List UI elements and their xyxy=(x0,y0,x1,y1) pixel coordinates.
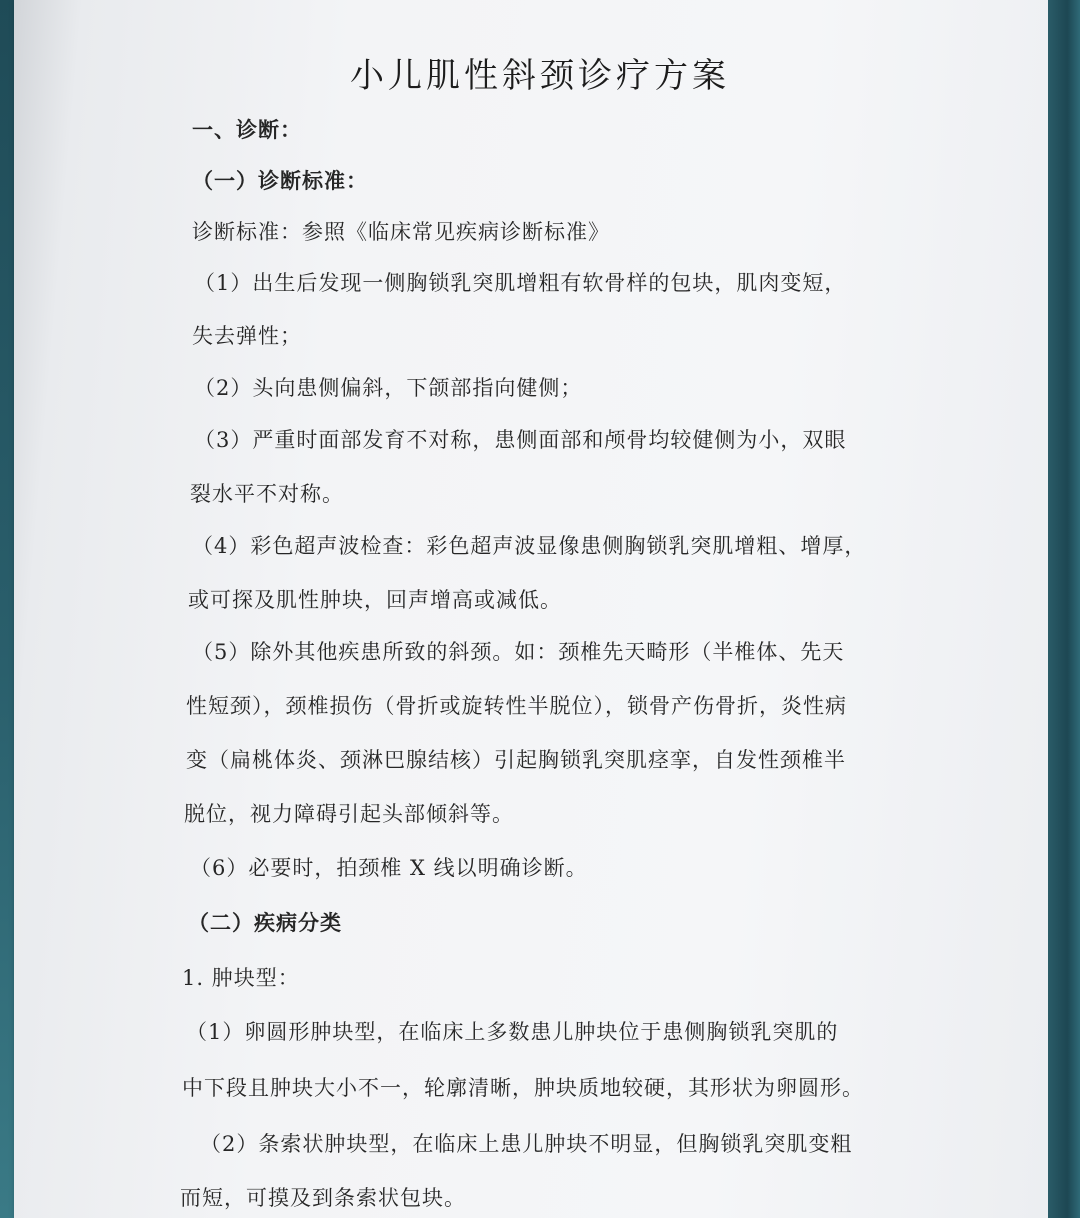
subsection-heading-classification: （二）疾病分类 xyxy=(188,910,342,935)
paragraph-line: （1）出生后发现一侧胸锁乳突肌增粗有软骨样的包块，肌肉变短， xyxy=(194,271,847,295)
paragraph-line: （3）严重时面部发育不对称，患侧面部和颅骨均较健侧为小，双眼 xyxy=(194,428,847,452)
paragraph-line: （2）头向患侧偏斜，下颌部指向健侧； xyxy=(194,376,583,400)
paragraph-line: （6）必要时，拍颈椎 X 线以明确诊断。 xyxy=(190,856,588,880)
paragraph-line: 而短，可摸及到条索状包块。 xyxy=(180,1186,466,1210)
subsection-heading-criteria: （一）诊断标准： xyxy=(192,168,368,193)
paragraph-line: 诊断标准：参照《临床常见疾病诊断标准》 xyxy=(192,220,610,244)
paragraph-line: （5）除外其他疾患所致的斜颈。如：颈椎先天畸形（半椎体、先天 xyxy=(192,640,845,664)
paragraph-line: 变（扁桃体炎、颈淋巴腺结核）引起胸锁乳突肌痉挛，自发性颈椎半 xyxy=(186,748,846,772)
paragraph-line: 1. 肿块型： xyxy=(182,966,300,990)
paragraph-line: （2）条索状肿块型，在临床上患儿肿块不明显，但胸锁乳突肌变粗 xyxy=(200,1132,853,1156)
paragraph-line: 失去弹性； xyxy=(192,324,302,348)
paragraph-line: 或可探及肌性肿块，回声增高或减低。 xyxy=(188,588,562,612)
paragraph-line: （1）卵圆形肿块型，在临床上多数患儿肿块位于患侧胸锁乳突肌的 xyxy=(186,1020,839,1044)
paragraph-line: 中下段且肿块大小不一，轮廓清晰，肿块质地较硬，其形状为卵圆形。 xyxy=(182,1076,864,1100)
paragraph-line: （4）彩色超声波检查：彩色超声波显像患侧胸锁乳突肌增粗、增厚， xyxy=(192,534,867,558)
section-heading-diagnosis: 一、诊断： xyxy=(192,117,302,142)
paragraph-line: 性短颈），颈椎损伤（骨折或旋转性半脱位），锁骨产伤骨折，炎性病 xyxy=(186,694,847,718)
paragraph-line: 脱位，视力障碍引起头部倾斜等。 xyxy=(184,802,514,826)
document-title: 小儿肌性斜颈诊疗方案 xyxy=(350,56,730,96)
paragraph-line: 裂水平不对称。 xyxy=(190,482,344,506)
desk-background xyxy=(1048,0,1080,1218)
